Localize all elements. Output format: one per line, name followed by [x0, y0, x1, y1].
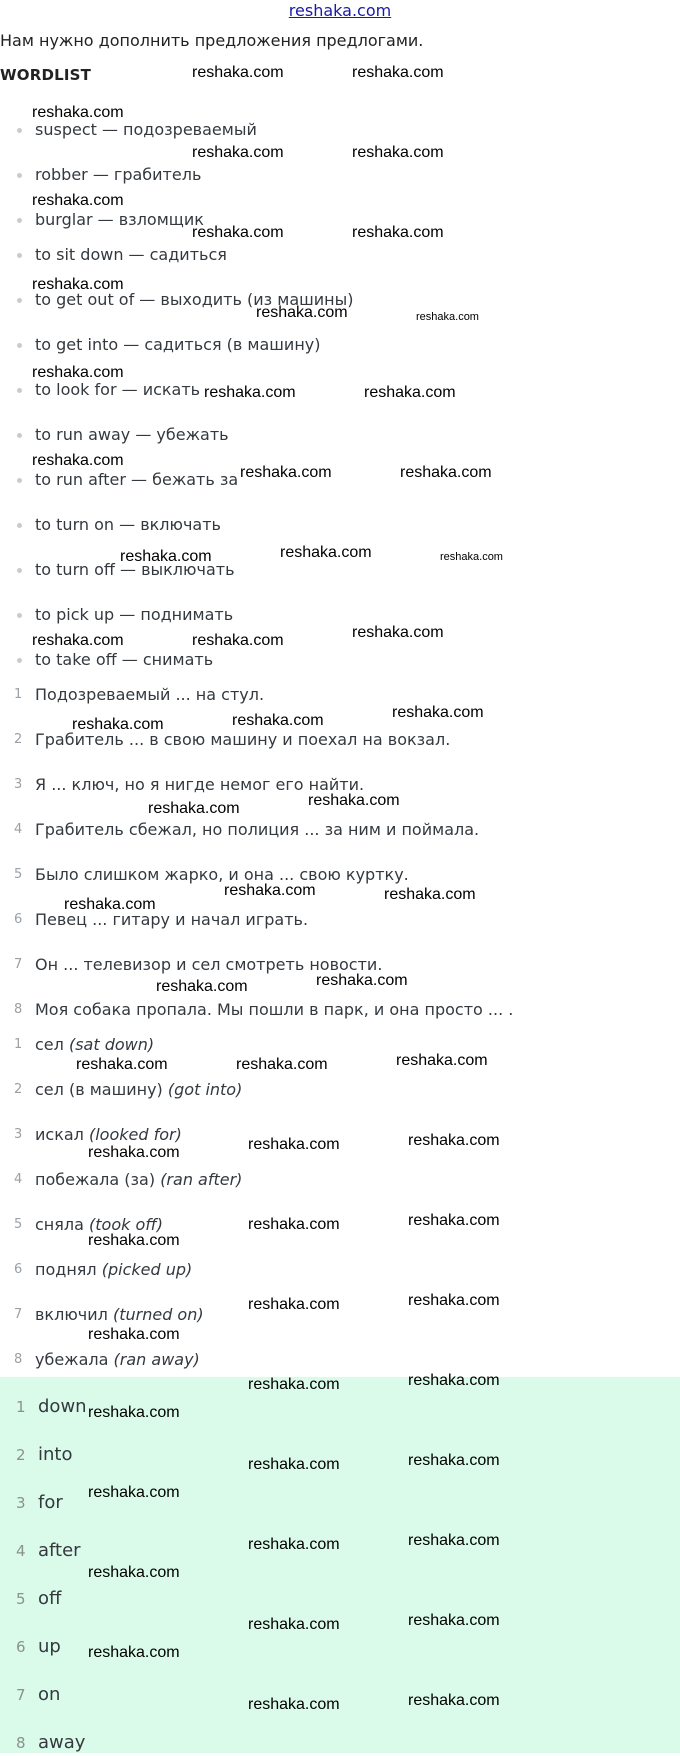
watermark: reshaka.com [88, 1564, 180, 1581]
watermark: reshaka.com [308, 792, 400, 809]
watermark: reshaka.com [408, 1292, 500, 1309]
watermark: reshaka.com [408, 1532, 500, 1549]
watermark: reshaka.com [248, 1456, 340, 1473]
answer-block: 1 down 2 into 3 for 4 after 5 off 6 up 7 on 8 away [0, 1377, 680, 1753]
watermark: reshaka.com [248, 1376, 340, 1393]
watermark: reshaka.com [280, 544, 372, 561]
watermark: reshaka.com [192, 64, 284, 81]
watermark: reshaka.com [204, 384, 296, 401]
watermark: reshaka.com [248, 1216, 340, 1233]
bullet-icon [17, 478, 22, 483]
watermark: reshaka.com [256, 304, 348, 321]
watermark: reshaka.com [88, 1644, 180, 1661]
watermark: reshaka.com [232, 712, 324, 729]
watermark: reshaka.com [352, 624, 444, 641]
watermark: reshaka.com [32, 452, 124, 469]
bullet-icon [17, 658, 22, 663]
bullet-icon [17, 173, 22, 178]
bullet-icon [17, 388, 22, 393]
watermark: reshaka.com [352, 224, 444, 241]
watermark: reshaka.com [32, 632, 124, 649]
wordlist-title: WORDLIST [0, 66, 92, 84]
watermark: reshaka.com [384, 886, 476, 903]
watermark: reshaka.com [192, 632, 284, 649]
watermark: reshaka.com [32, 192, 124, 209]
watermark: reshaka.com [224, 882, 316, 899]
watermark: reshaka.com [408, 1372, 500, 1389]
bullet-icon [17, 613, 22, 618]
watermark: reshaka.com [88, 1484, 180, 1501]
watermark: reshaka.com [120, 548, 212, 565]
watermark: reshaka.com [248, 1296, 340, 1313]
bullet-icon [17, 433, 22, 438]
watermark: reshaka.com [156, 978, 248, 995]
watermark: reshaka.com [32, 104, 124, 121]
watermark: reshaka.com [76, 1056, 168, 1073]
watermark: reshaka.com [72, 716, 164, 733]
watermark: reshaka.com [408, 1132, 500, 1149]
bullet-icon [17, 218, 22, 223]
watermark: reshaka.com [88, 1144, 180, 1161]
watermark: reshaka.com [32, 276, 124, 293]
bullet-icon [17, 128, 22, 133]
watermark: reshaka.com [88, 1232, 180, 1249]
watermark: reshaka.com [408, 1692, 500, 1709]
watermark: reshaka.com [88, 1404, 180, 1421]
watermark: reshaka.com [396, 1052, 488, 1069]
bullet-icon [17, 523, 22, 528]
watermark: reshaka.com [248, 1696, 340, 1713]
bullet-icon [17, 343, 22, 348]
watermark: reshaka.com [440, 551, 503, 563]
watermark: reshaka.com [408, 1452, 500, 1469]
watermark: reshaka.com [352, 64, 444, 81]
watermark: reshaka.com [392, 704, 484, 721]
bullet-icon [17, 568, 22, 573]
watermark: reshaka.com [192, 224, 284, 241]
watermark: reshaka.com [400, 464, 492, 481]
watermark: reshaka.com [64, 896, 156, 913]
bullet-icon [17, 298, 22, 303]
watermark: reshaka.com [32, 364, 124, 381]
watermark: reshaka.com [408, 1612, 500, 1629]
watermark: reshaka.com [316, 972, 408, 989]
watermark: reshaka.com [236, 1056, 328, 1073]
watermark: reshaka.com [192, 144, 284, 161]
watermark: reshaka.com [364, 384, 456, 401]
site-link[interactable]: reshaka.com [288, 1, 392, 20]
watermark: reshaka.com [248, 1536, 340, 1553]
bullet-icon [17, 253, 22, 258]
watermark: reshaka.com [416, 311, 479, 323]
watermark: reshaka.com [88, 1326, 180, 1343]
watermark: reshaka.com [352, 144, 444, 161]
watermark: reshaka.com [240, 464, 332, 481]
watermark: reshaka.com [248, 1616, 340, 1633]
intro-text: Нам нужно дополнить предложения предлогами. [0, 31, 424, 50]
watermark: reshaka.com [148, 800, 240, 817]
watermark: reshaka.com [408, 1212, 500, 1229]
watermark: reshaka.com [248, 1136, 340, 1153]
